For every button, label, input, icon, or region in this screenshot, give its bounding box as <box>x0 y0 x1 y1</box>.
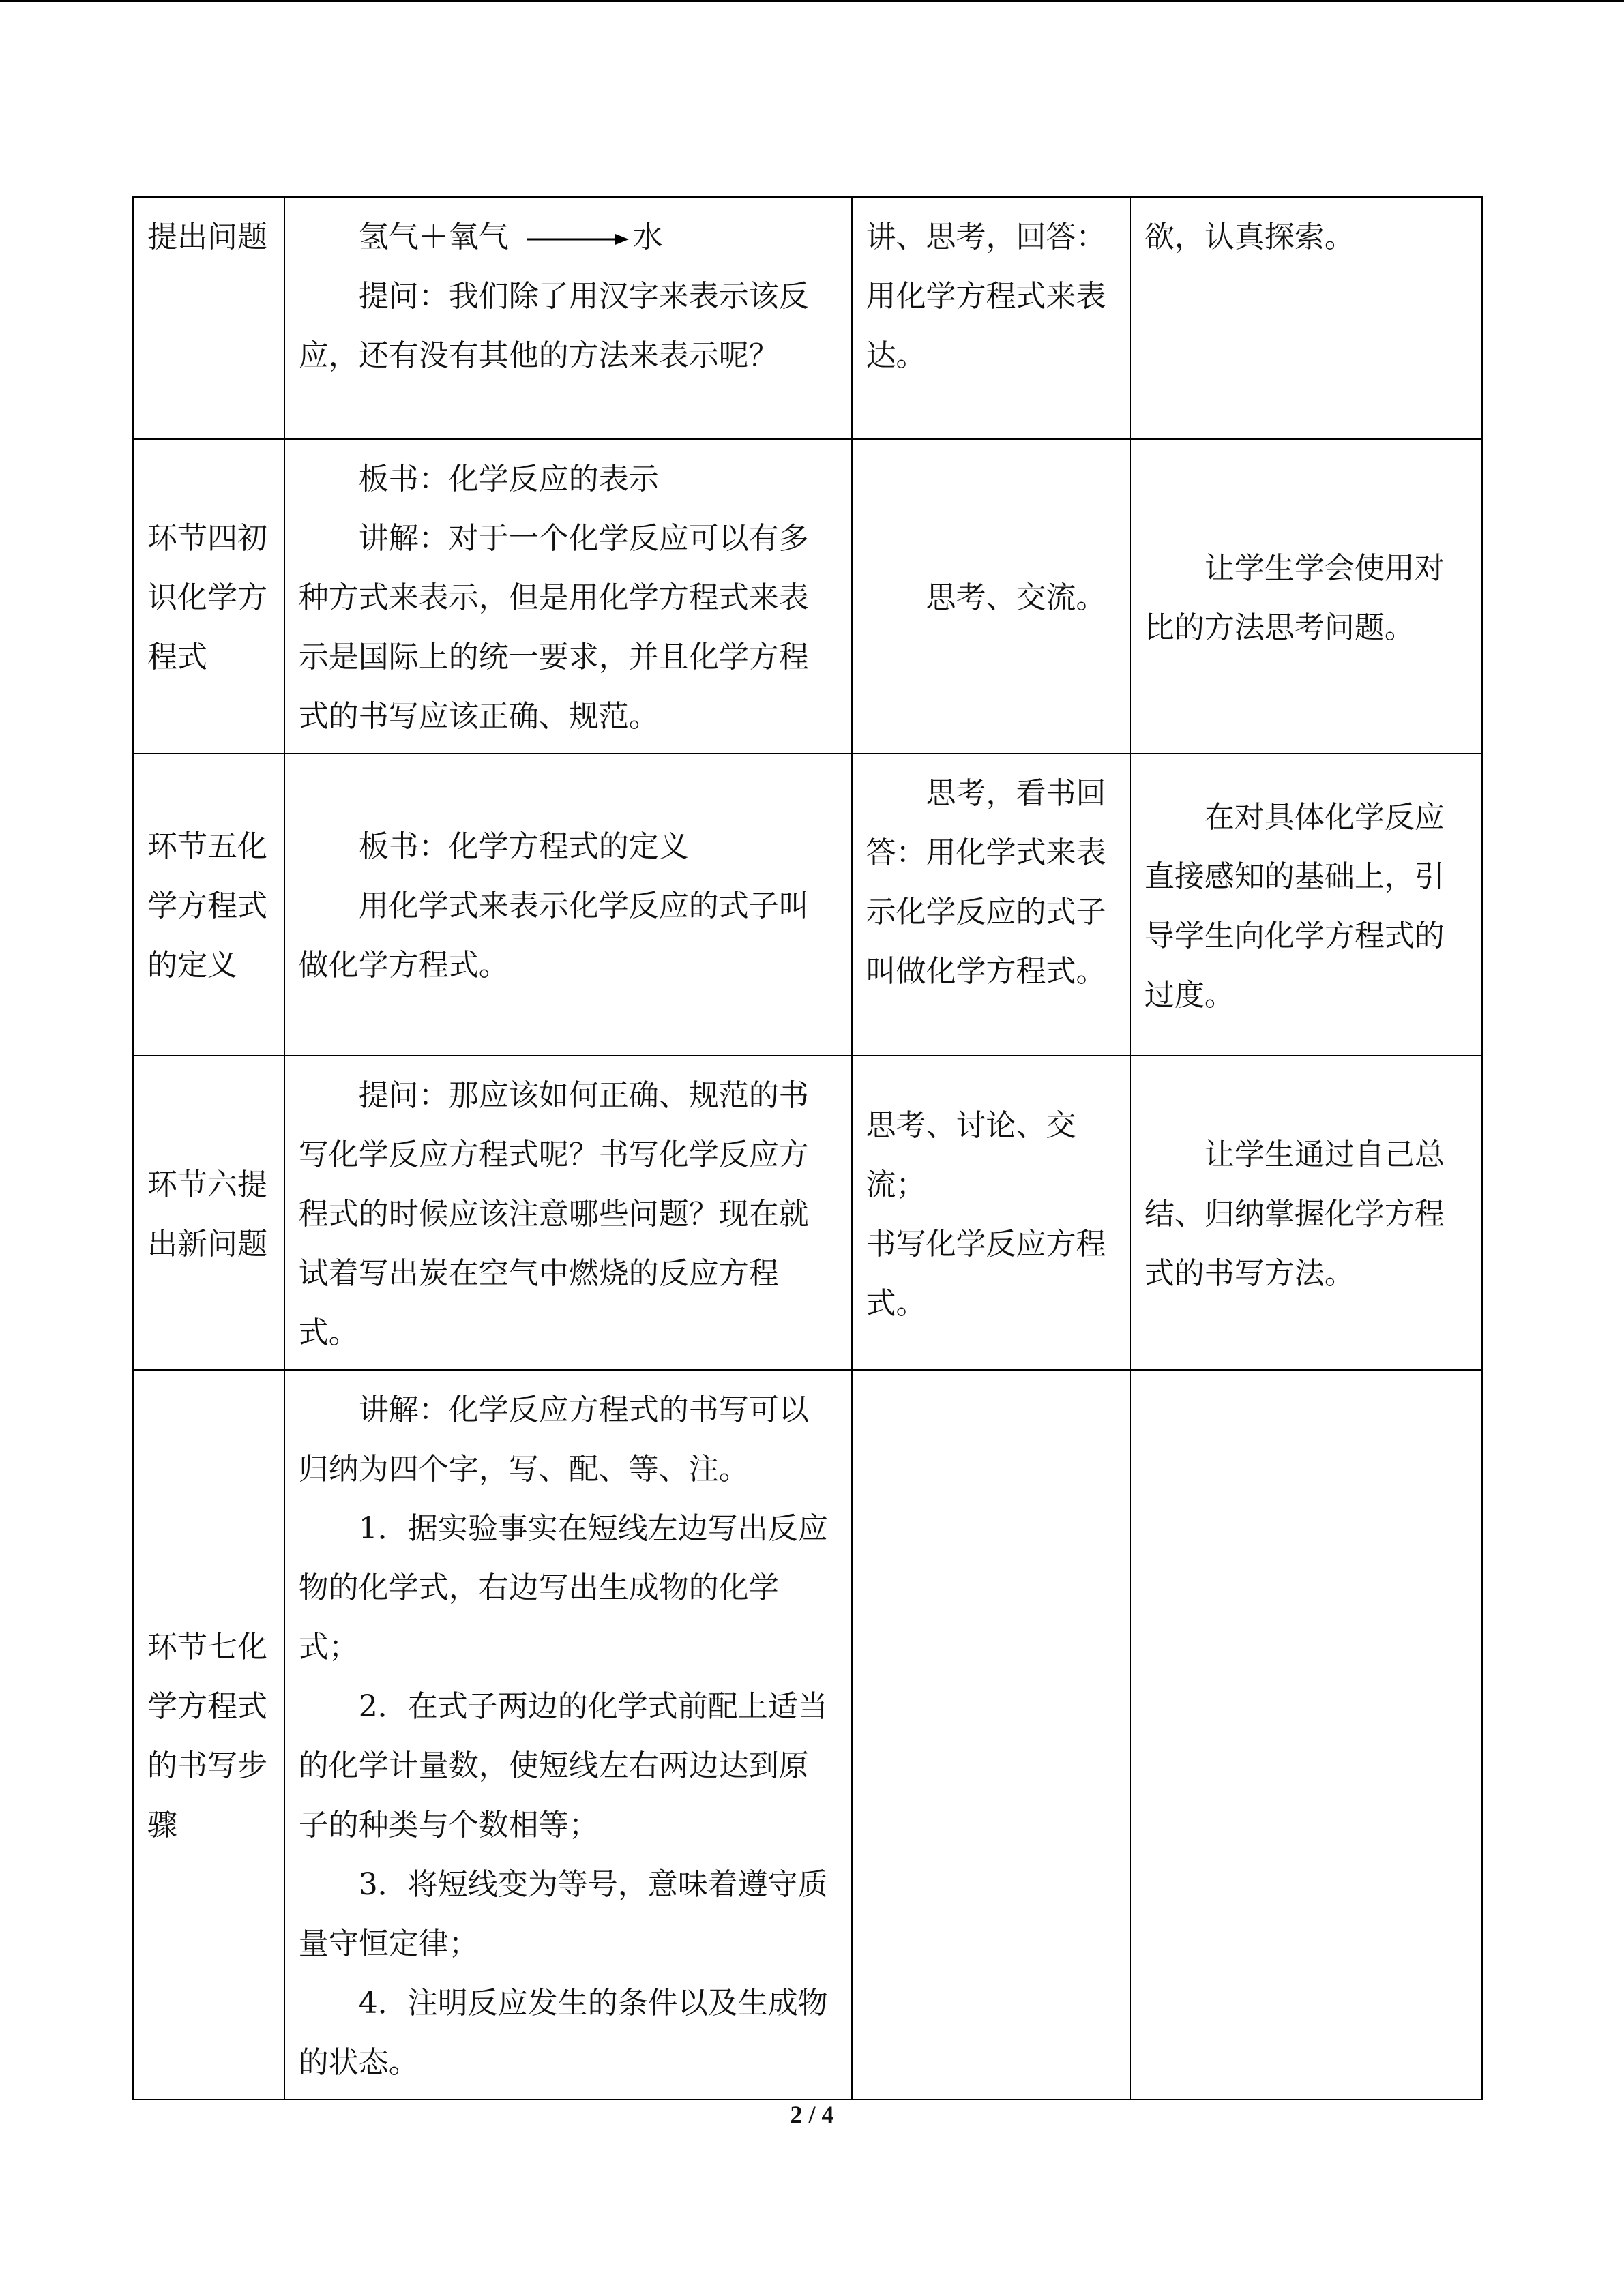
stage-cell: 环节七化学方程式的书写步骤 <box>133 1370 284 2100</box>
teacher-text: 4．注明反应发生的条件以及生成物的状态。 <box>298 1986 828 2080</box>
teacher-text: 讲解：对于一个化学反应可以有多种方式来表示，但是用化学方程式来表示是国际上的统一要求，并且化学方程式的书写应该正确、规范。 <box>298 521 809 734</box>
student-activity-cell <box>852 1370 1130 2100</box>
teacher-text: 用化学式来表示化学反应的式子叫做化学方程式。 <box>298 889 809 983</box>
teacher-text: 提问：那应该如何正确、规范的书写化学反应方程式呢？书写化学反应方程式的时候应该注意哪些问题？现在就试着写出炭在空气中燃烧的反应方程式。 <box>298 1078 809 1350</box>
teacher-text: 讲解：化学反应方程式的书写可以归纳为四个字，写、配、等、注。 <box>298 1392 809 1487</box>
equation-reactants: 氢气＋氧气 <box>358 220 509 254</box>
teacher-text: 2．在式子两边的化学式前配上适当的化学计量数，使短线左右两边达到原子的种类与个数相等； <box>298 1689 828 1843</box>
design-intent-cell <box>1130 1370 1482 2100</box>
design-intent-cell: 让学生通过自己总结、归纳掌握化学方程式的书写方法。 <box>1130 1056 1482 1370</box>
page-top-border <box>0 0 1624 2</box>
student-activity-cell: 思考、交流。 <box>852 439 1130 754</box>
table-row <box>133 754 1482 1056</box>
lesson-plan-table <box>132 196 1483 2100</box>
page-number: 2 / 4 <box>790 2101 834 2128</box>
design-intent-cell: 让学生学会使用对比的方法思考问题。 <box>1130 439 1482 754</box>
student-activity-cell: 思考，看书回答：用化学式来表示化学反应的式子叫做化学方程式。 <box>852 754 1130 1056</box>
teacher-activity-cell <box>284 754 852 1056</box>
student-activity-cell: 讲、思考，回答：用化学方程式来表达。 <box>852 197 1130 439</box>
stage-cell: 提出问题 <box>133 197 284 439</box>
teacher-text: 3．将短线变为等号，意味着遵守质量守恒定律； <box>298 1867 828 1961</box>
teacher-text: 提问：我们除了用汉字来表示该反应，还有没有其他的方法来表示呢？ <box>298 279 809 373</box>
equation-product: 水 <box>632 220 663 254</box>
stage-cell: 环节六提出新问题 <box>133 1056 284 1370</box>
stage-cell: 环节四初识化学方程式 <box>133 439 284 754</box>
student-activity-cell: 思考、讨论、交流； 书写化学反应方程式。 <box>852 1056 1130 1370</box>
table-row <box>133 1370 1482 2100</box>
reaction-arrow-icon <box>527 233 629 246</box>
design-intent-cell: 欲，认真探索。 <box>1130 197 1482 439</box>
teacher-text: 1．据实验事实在短线左边写出反应物的化学式，右边写出生成物的化学式； <box>298 1511 828 1665</box>
teacher-text: 板书：化学方程式的定义 <box>358 829 689 864</box>
teacher-activity-cell <box>284 1056 852 1370</box>
teacher-activity-cell <box>284 197 852 439</box>
stage-cell: 环节五化学方程式的定义 <box>133 754 284 1056</box>
teacher-activity-cell <box>284 1370 852 2100</box>
teacher-activity-cell <box>284 439 852 754</box>
equation-line <box>299 207 838 267</box>
table-row <box>133 439 1482 754</box>
table-row <box>133 197 1482 439</box>
teacher-text: 板书：化学反应的表示 <box>358 462 659 496</box>
design-intent-cell: 在对具体化学反应直接感知的基础上，引导学生向化学方程式的过度。 <box>1130 754 1482 1056</box>
table-row <box>133 1056 1482 1370</box>
